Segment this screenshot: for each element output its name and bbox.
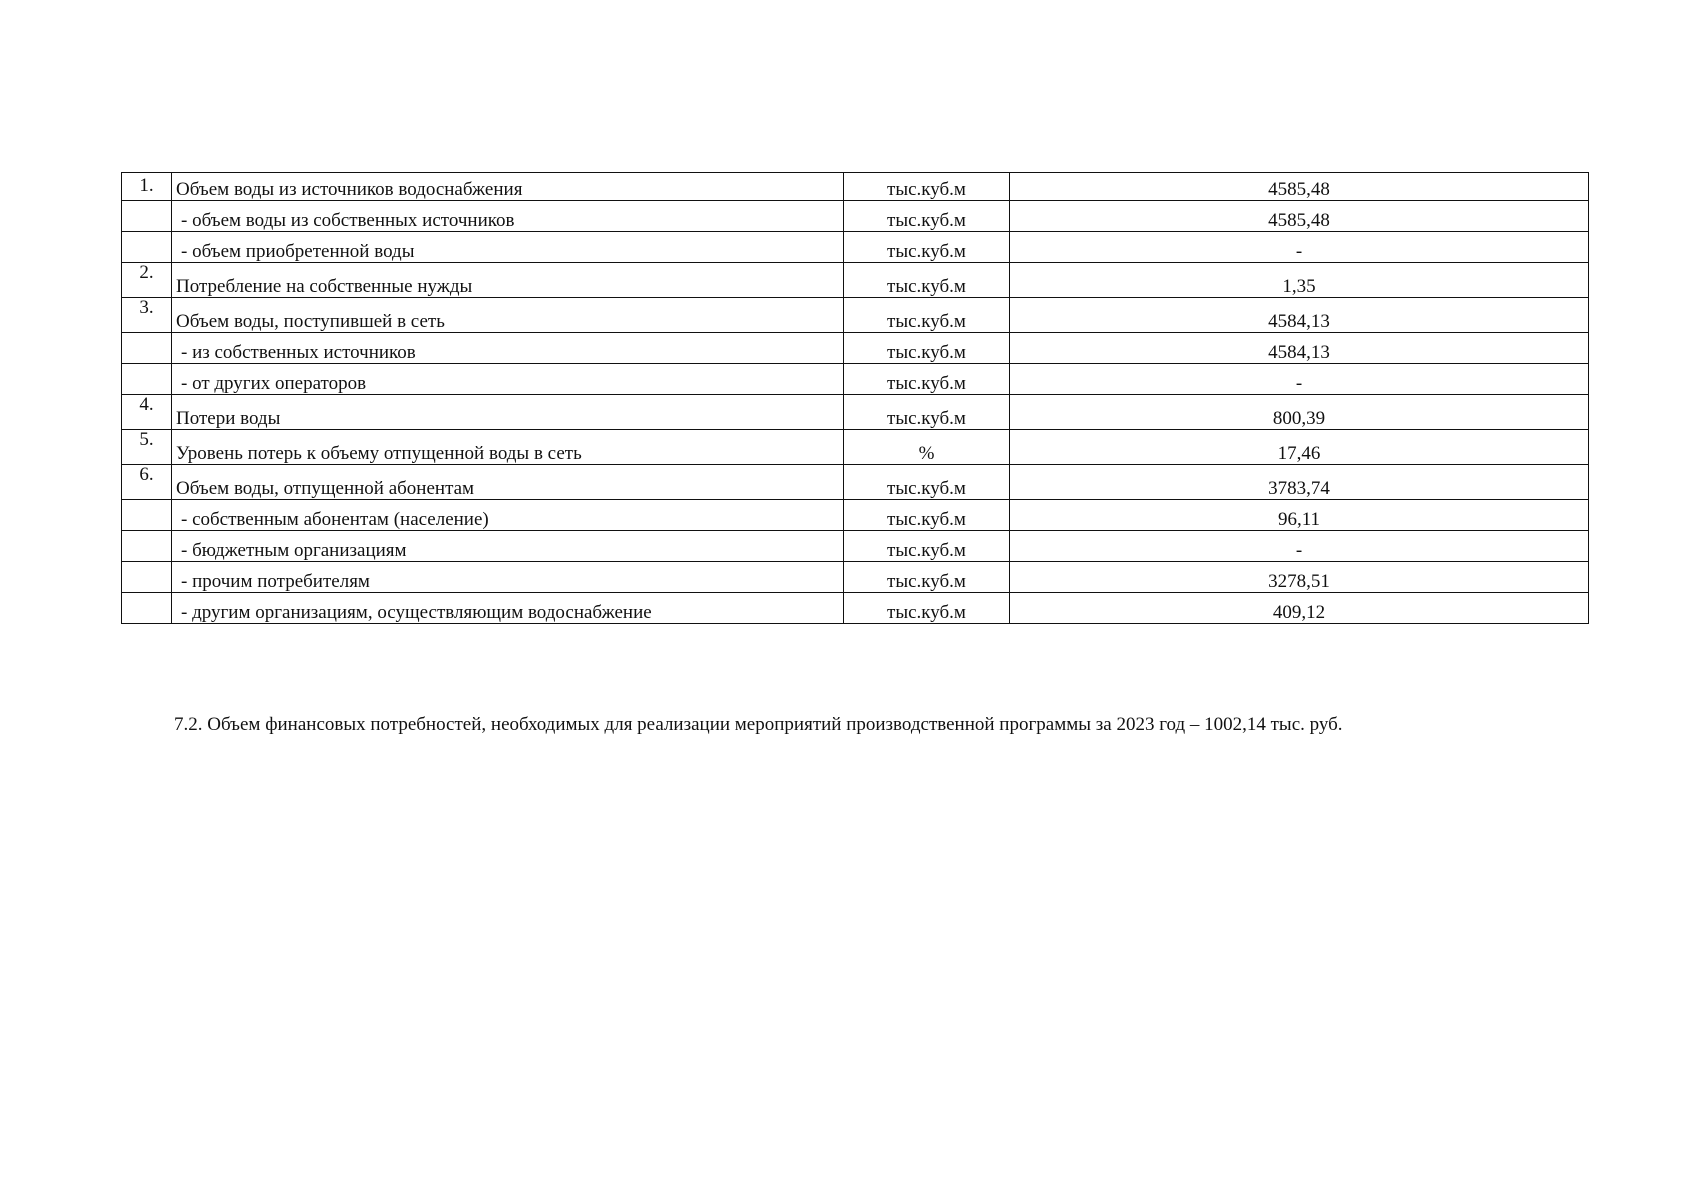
row-number: 1. — [122, 173, 172, 201]
row-value: 96,11 — [1010, 500, 1589, 531]
table-row — [122, 395, 1589, 430]
row-name: - из собственных источников — [172, 333, 844, 364]
row-name: Объем воды, отпущенной абонентам — [172, 465, 844, 500]
row-number — [122, 562, 172, 593]
table-row — [122, 298, 1589, 333]
table-row — [122, 201, 1589, 232]
row-value: 4584,13 — [1010, 298, 1589, 333]
row-value: 4585,48 — [1010, 201, 1589, 232]
row-value: 1,35 — [1010, 263, 1589, 298]
table-row — [122, 500, 1589, 531]
row-number — [122, 531, 172, 562]
row-unit: % — [844, 430, 1010, 465]
row-value: 3278,51 — [1010, 562, 1589, 593]
row-name: - объем воды из собственных источников — [172, 201, 844, 232]
table-row — [122, 232, 1589, 263]
row-number — [122, 232, 172, 263]
row-unit: тыс.куб.м — [844, 395, 1010, 430]
table-row — [122, 593, 1589, 624]
row-number: 3. — [122, 298, 172, 333]
row-unit: тыс.куб.м — [844, 364, 1010, 395]
row-value: - — [1010, 364, 1589, 395]
row-value: - — [1010, 232, 1589, 263]
row-value: 4584,13 — [1010, 333, 1589, 364]
row-name: Объем воды из источников водоснабжения — [172, 173, 844, 201]
table-row — [122, 263, 1589, 298]
row-unit: тыс.куб.м — [844, 201, 1010, 232]
row-name: - бюджетным организациям — [172, 531, 844, 562]
table-row — [122, 531, 1589, 562]
row-number: 5. — [122, 430, 172, 465]
row-value: 17,46 — [1010, 430, 1589, 465]
row-unit: тыс.куб.м — [844, 465, 1010, 500]
table-row — [122, 430, 1589, 465]
row-number — [122, 333, 172, 364]
row-number — [122, 593, 172, 624]
row-number: 4. — [122, 395, 172, 430]
row-unit: тыс.куб.м — [844, 173, 1010, 201]
row-number: 2. — [122, 263, 172, 298]
row-value: - — [1010, 531, 1589, 562]
row-name: - от других операторов — [172, 364, 844, 395]
table-row — [122, 364, 1589, 395]
row-unit: тыс.куб.м — [844, 298, 1010, 333]
row-name: - другим организациям, осуществляющим водоснабжение — [172, 593, 844, 624]
table-row — [122, 333, 1589, 364]
water-balance-table — [121, 172, 1589, 624]
row-unit: тыс.куб.м — [844, 333, 1010, 364]
table-row — [122, 562, 1589, 593]
row-number: 6. — [122, 465, 172, 500]
row-name: Уровень потерь к объему отпущенной воды в сеть — [172, 430, 844, 465]
row-unit: тыс.куб.м — [844, 500, 1010, 531]
row-unit: тыс.куб.м — [844, 232, 1010, 263]
row-number — [122, 201, 172, 232]
row-value: 4585,48 — [1010, 173, 1589, 201]
row-name: Объем воды, поступившей в сеть — [172, 298, 844, 333]
row-value: 800,39 — [1010, 395, 1589, 430]
row-name: - объем приобретенной воды — [172, 232, 844, 263]
row-unit: тыс.куб.м — [844, 531, 1010, 562]
table-row — [122, 173, 1589, 201]
row-number — [122, 500, 172, 531]
row-value: 409,12 — [1010, 593, 1589, 624]
row-number — [122, 364, 172, 395]
row-value: 3783,74 — [1010, 465, 1589, 500]
row-name: Потери воды — [172, 395, 844, 430]
row-name: - собственным абонентам (население) — [172, 500, 844, 531]
table-row — [122, 465, 1589, 500]
row-unit: тыс.куб.м — [844, 263, 1010, 298]
row-unit: тыс.куб.м — [844, 562, 1010, 593]
row-name: - прочим потребителям — [172, 562, 844, 593]
row-name: Потребление на собственные нужды — [172, 263, 844, 298]
row-unit: тыс.куб.м — [844, 593, 1010, 624]
financial-needs-paragraph: 7.2. Объем финансовых потребностей, необходимых для реализации мероприятий производственной программы за 2023 год – 1002,14 тыс. руб. — [174, 714, 1343, 735]
